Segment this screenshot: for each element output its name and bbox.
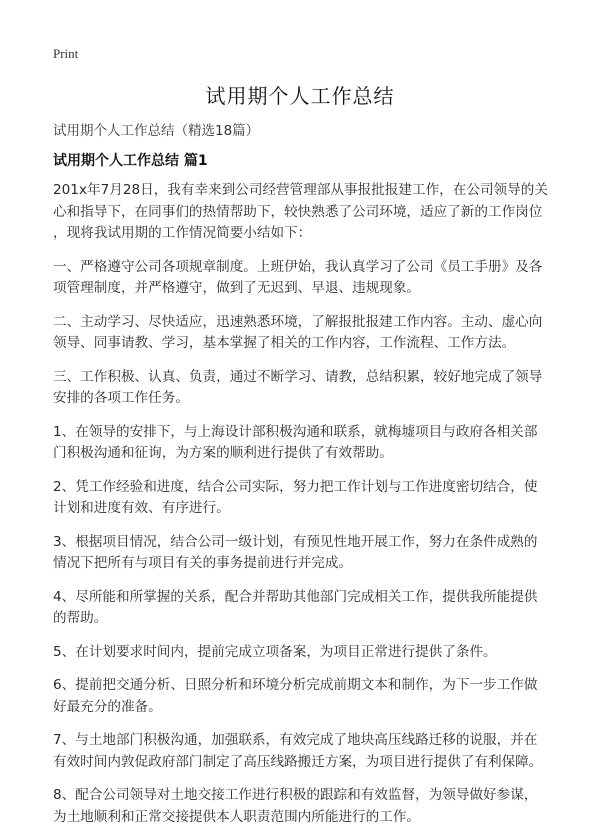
paragraph-item-6 (53, 675, 553, 718)
paragraph-item-5 (53, 642, 553, 664)
page-title: 试用期个人工作总结 (205, 84, 395, 108)
text-line: 门积极沟通和征询，为方案的顺利进行提供了有效帮助。 (53, 445, 393, 461)
paragraph-item-4 (53, 587, 553, 630)
paragraph-point-3 (53, 367, 553, 410)
text-line: 二、主动学习、尽快适应，迅速熟悉环境，了解报批报建工作内容。主动、虚心向 (53, 313, 543, 330)
text-line: 为土地顺利和正常交接提供本人职责范围内所能进行的工作。 (53, 808, 421, 825)
text-line: 计划和进度有效、有序进行。 (53, 500, 230, 516)
print-link[interactable]: Print (53, 46, 79, 61)
paragraph-item-2 (53, 477, 553, 520)
text-line: 1、在领导的安排下，与上海设计部积极沟通和联系，就梅墟项目与政府各相关部 (53, 423, 538, 440)
text-line: 8、配合公司领导对土地交接工作进行积极的跟踪和有效监督，为领导做好参谋， (53, 787, 538, 803)
text-line: 一、严格遵守公司各项规章制度。上班伊始，我认真学习了公司《员工手册》及各 (53, 258, 543, 275)
paragraph-item-3 (53, 532, 553, 575)
paragraph-item-7 (53, 730, 553, 773)
text-line: 的帮助。 (53, 610, 108, 626)
document-subtitle: 试用期个人工作总结（精选18篇） (53, 123, 260, 139)
text-line: 领导、同事请教、学习，基本掌握了相关的工作内容，工作流程、工作方法。 (53, 335, 516, 351)
paragraph-item-8 (53, 785, 553, 828)
text-line: 项管理制度，并严格遵守，做到了无迟到、早退、违规现象。 (53, 280, 421, 296)
text-line: 5、在计划要求时间内，提前完成立项备案，为项目正常进行提供了条件。 (53, 643, 497, 660)
paragraph-item-1 (53, 422, 553, 465)
paragraph-point-1 (53, 257, 553, 300)
text-line: 201x年7月28日，我有幸来到公司经营管理部从事报批报建工作，在公司领导的关 (53, 182, 548, 198)
text-line: 情况下把所有与项目有关的事务提前进行并完成。 (53, 555, 353, 571)
text-line: 三、工作积极、认真、负责，通过不断学习、请教，总结积累，较好地完成了领导 (53, 368, 543, 385)
text-line: 4、尽所能和所掌握的关系，配合并帮助其他部门完成相关工作，提供我所能提供 (53, 588, 538, 605)
text-line: 好最充分的准备。 (53, 698, 162, 715)
text-line: 心和指导下，在同事们的热情帮助下，较快熟悉了公司环境，适应了新的工作岗位 (53, 203, 543, 220)
document-body (53, 180, 553, 840)
text-line: 6、提前把交通分析、日照分析和环境分析完成前期文本和制作，为下一步工作做 (53, 677, 538, 693)
paragraph-intro (53, 180, 553, 245)
paragraph-point-2 (53, 312, 553, 355)
text-line: 7、与土地部门积极沟通，加强联系，有效完成了地块高压线路迁移的说服，并在 (53, 732, 538, 748)
text-line: 安排的各项工作任务。 (53, 390, 189, 406)
text-line: 有效时间内敦促政府部门制定了高压线路搬迁方案，为项目进行提供了有利保障。 (53, 753, 543, 770)
section-heading: 试用期个人工作总结 篇1 (53, 153, 208, 169)
text-line: 2、凭工作经验和进度，结合公司实际，努力把工作计划与工作进度密切结合，使 (53, 478, 538, 495)
text-line: 3、根据项目情况，结合公司一级计划，有预见性地开展工作，努力在条件成熟的 (53, 533, 538, 550)
text-line: ，现将我试用期的工作情况简要小结如下： (53, 225, 312, 241)
